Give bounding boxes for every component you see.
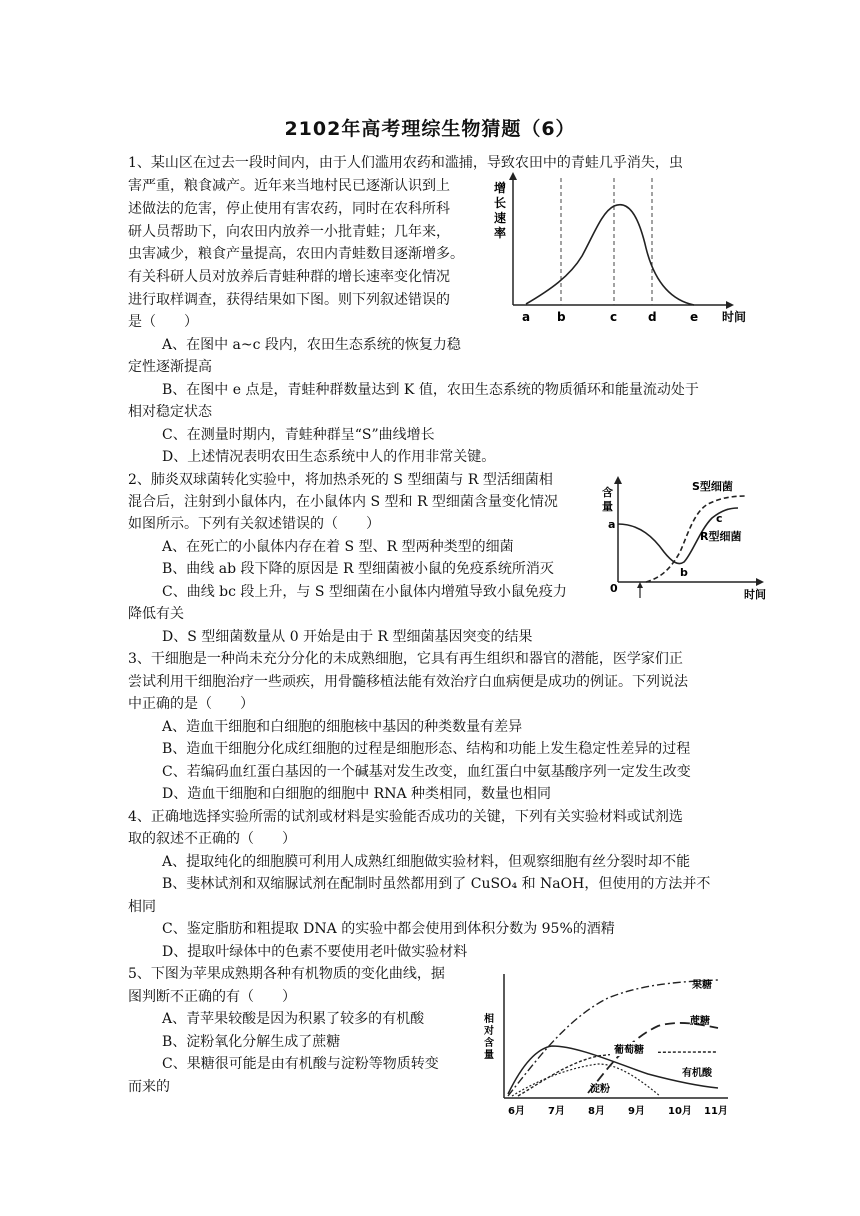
q2-r-label: R型细菌 bbox=[700, 530, 742, 543]
q2-bacteria-chart bbox=[596, 474, 776, 604]
q1-growth-rate-chart bbox=[490, 168, 760, 333]
q4-option-b: B、斐林试剂和双缩脲试剂在配制时虽然都用到了 CuSO₄ 和 NaOH，但使用的方法并不 bbox=[162, 876, 711, 892]
q2-point-c: c bbox=[716, 512, 723, 525]
q2-option-d: D、S 型细菌数量从 0 开始是由于 R 型细菌基因突变的结果 bbox=[162, 629, 533, 645]
q3-line: 中正确的是（ ） bbox=[128, 696, 254, 712]
q3-line: 尝试利用干细胞治疗一些顽疾，用骨髓移植法能有效治疗白血病便是成功的例证。下列说法 bbox=[128, 674, 688, 690]
q5-month-8: 8月 bbox=[588, 1106, 605, 1117]
q5-label-organic-acid: 有机酸 bbox=[682, 1068, 712, 1079]
q1-line: 述做法的危害，停止使用有害农药，同时在农科所科 bbox=[128, 201, 450, 217]
q5-ylabel-char: 相 bbox=[484, 1014, 494, 1025]
q1-line: 有关科研人员对放养后青蛙种群的增长速率变化情况 bbox=[128, 269, 450, 285]
q1-xlabel: 时间 bbox=[722, 310, 747, 324]
q1-tick-e: e bbox=[690, 310, 699, 324]
q1-option-a-cont: 定性逐渐提高 bbox=[128, 359, 212, 375]
q2-option-c-cont: 降低有关 bbox=[128, 606, 184, 622]
q1-line: 是（ ） bbox=[128, 314, 198, 330]
q1-line: 虫害减少，粮食产量提高，农田内青蛙数目逐渐增多。 bbox=[128, 246, 464, 262]
q5-ylabel-char: 含 bbox=[484, 1038, 494, 1049]
page-title: 2102年高考理综生物猜题（6） bbox=[284, 118, 576, 140]
q4-option-a: A、提取纯化的细胞膜可利用人成熟红细胞做实验材料，但观察细胞有丝分裂时却不能 bbox=[162, 854, 691, 870]
q1-tick-c: c bbox=[610, 310, 618, 324]
q5-apple-chart bbox=[478, 968, 740, 1126]
q2-ylabel-char: 含 bbox=[602, 486, 613, 499]
q5-option-c-cont: 而来的 bbox=[128, 1079, 170, 1095]
q1-option-a: A、在图中 a~c 段内，农田生态系统的恢复力稳 bbox=[162, 337, 461, 353]
q1-ylabel-char: 增 bbox=[494, 181, 507, 195]
q2-s-label: S型细菌 bbox=[692, 480, 733, 493]
q1-ylabel-char: 率 bbox=[494, 226, 507, 240]
q3-option-c: C、若编码血红蛋白基因的一个碱基对发生改变，血红蛋白中氨基酸序列一定发生改变 bbox=[162, 764, 691, 780]
q5-line: 图判断不正确的有（ ） bbox=[128, 989, 296, 1005]
q4-line: 取的叙述不正确的（ ） bbox=[128, 831, 296, 847]
q5-line: 5、下图为苹果成熟期各种有机物质的变化曲线，据 bbox=[128, 966, 445, 982]
q1-option-c: C、在测量时期内，青蛙种群呈“S”曲线增长 bbox=[162, 427, 435, 443]
q5-month-10: 10月 bbox=[668, 1106, 692, 1117]
q5-label-glucose: 葡萄糖 bbox=[614, 1045, 644, 1056]
q1-line: 进行取样调查，获得结果如下图。则下列叙述错误的 bbox=[128, 292, 450, 308]
q1-ylabel-char: 长 bbox=[494, 196, 507, 210]
q5-label-sucrose: 蔗糖 bbox=[690, 1016, 710, 1027]
q4-line: 4、正确地选择实验所需的试剂或材料是实验能否成功的关键，下列有关实验材料或试剂选 bbox=[128, 809, 683, 825]
q2-line: 混合后，注射到小鼠体内，在小鼠体内 S 型和 R 型细菌含量变化情况 bbox=[128, 494, 558, 510]
q1-option-b: B、在图中 e 点是，青蛙种群数量达到 K 值，农田生态系统的物质循环和能量流动处于 bbox=[162, 382, 699, 398]
q1-ylabel-char: 速 bbox=[494, 211, 507, 225]
q4-option-c: C、鉴定脂肪和粗提取 DNA 的实验中都会使用到体积分数为 95%的酒精 bbox=[162, 921, 615, 937]
q2-line: 2、肺炎双球菌转化实验中，将加热杀死的 S 型细菌与 R 型活细菌相 bbox=[128, 472, 553, 488]
q1-tick-d: d bbox=[648, 310, 657, 324]
q5-month-6: 6月 bbox=[508, 1106, 525, 1117]
q2-point-a: a bbox=[608, 518, 616, 531]
q2-line: 如图所示。下列有关叙述错误的（ ） bbox=[128, 516, 380, 532]
q5-label-fructose: 果糖 bbox=[692, 980, 712, 991]
q1-option-b-cont: 相对稳定状态 bbox=[128, 404, 212, 420]
q5-ylabel-char: 对 bbox=[484, 1026, 494, 1037]
q4-option-d: D、提取叶绿体中的色素不要使用老叶做实验材料 bbox=[162, 944, 468, 960]
q2-option-b: B、曲线 ab 段下降的原因是 R 型细菌被小鼠的免疫系统所消灭 bbox=[162, 561, 554, 577]
q2-xlabel: 时间 bbox=[744, 588, 766, 601]
q3-option-b: B、造血干细胞分化成红细胞的过程是细胞形态、结构和功能上发生稳定性差异的过程 bbox=[162, 741, 691, 757]
q5-month-11: 11月 bbox=[704, 1106, 728, 1117]
q1-option-d: D、上述情况表明农田生态系统中人的作用非常关键。 bbox=[162, 449, 496, 465]
q1-line: 害严重，粮食减产。近年来当地村民已逐渐认识到上 bbox=[128, 178, 450, 194]
q5-starch-curve bbox=[512, 1064, 660, 1096]
q1-tick-a: a bbox=[522, 310, 531, 324]
q2-origin: 0 bbox=[610, 582, 618, 595]
q5-option-c: C、果糖很可能是由有机酸与淀粉等物质转变 bbox=[162, 1056, 439, 1072]
q1-line: 1、某山区在过去一段时间内，由于人们滥用农药和滥捕，导致农田中的青蛙几乎消失，虫 bbox=[128, 155, 683, 171]
q5-option-a: A、青苹果较酸是因为积累了较多的有机酸 bbox=[162, 1011, 425, 1027]
q2-option-c: C、曲线 bc 段上升，与 S 型细菌在小鼠体内增殖导致小鼠免疫力 bbox=[162, 584, 567, 600]
q2-option-a: A、在死亡的小鼠体内存在着 S 型、R 型两种类型的细菌 bbox=[162, 539, 514, 555]
q1-tick-b: b bbox=[557, 310, 566, 324]
q2-ylabel-char: 量 bbox=[602, 500, 613, 513]
q3-line: 3、干细胞是一种尚未充分分化的未成熟细胞，它具有再生组织和器官的潜能，医学家们正 bbox=[128, 651, 683, 667]
q2-point-b: b bbox=[680, 566, 688, 579]
q5-month-7: 7月 bbox=[548, 1106, 565, 1117]
q1-growth-curve bbox=[526, 205, 694, 305]
q5-month-9: 9月 bbox=[628, 1106, 645, 1117]
q5-label-starch: 淀粉 bbox=[590, 1084, 610, 1095]
q1-line: 研人员帮助下，向农田内放养一小批青蛙；几年来， bbox=[128, 224, 450, 240]
q5-sucrose-curve bbox=[588, 1023, 718, 1093]
q5-ylabel-char: 量 bbox=[484, 1050, 494, 1061]
q5-option-b: B、淀粉氧化分解生成了蔗糖 bbox=[162, 1034, 341, 1050]
q3-option-d: D、造血干细胞和白细胞的细胞中 RNA 种类相同，数量也相同 bbox=[162, 786, 552, 802]
q3-option-a: A、造血干细胞和白细胞的细胞核中基因的种类数量有差异 bbox=[162, 719, 523, 735]
q4-option-b-cont: 相同 bbox=[128, 899, 156, 915]
